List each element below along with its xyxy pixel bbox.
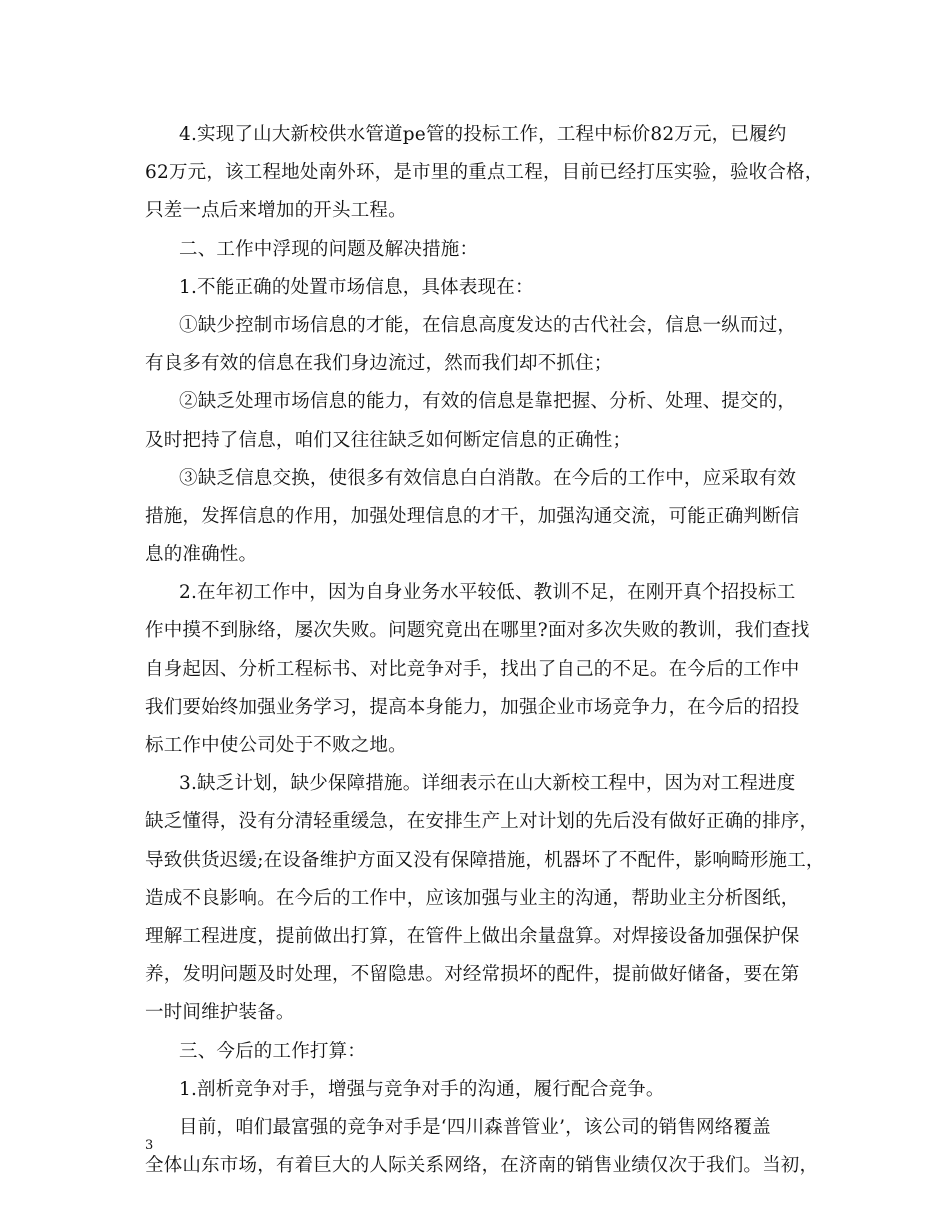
text-line: 有良多有效的信息在我们身边流过，然而我们却不抓住；	[145, 353, 613, 375]
text-line: 造成不良影响。在今后的工作中，应该加强与业主的沟通，帮助业主分析图纸，	[145, 887, 800, 909]
text-line: 三、今后的工作打算：	[179, 1040, 367, 1062]
text-line: 导致供货迟缓;在设备维护方面又没有保障措施，机器坏了不配件，影响畸形施工，	[145, 849, 825, 871]
text-line: ③缺乏信息交换，使很多有效信息白白消散。在今后的工作中，应采取有效	[179, 467, 797, 489]
text-line: 3.缺乏计划，缺少保障措施。详细表示在山大新校工程中，因为对工程进度	[179, 773, 796, 795]
text-line: 缺乏懂得，没有分清轻重缓急，在安排生产上对计划的先后没有做好正确的排序，	[145, 811, 819, 833]
page-number: 3	[145, 1138, 154, 1153]
text-line: 全体山东市场，有着巨大的人际关系网络，在济南的销售业绩仅次于我们。当初，	[145, 1155, 819, 1177]
text-line: 1.不能正确的处置市场信息，具体表现在：	[179, 276, 534, 298]
text-line: 措施，发挥信息的作用，加强处理信息的才干，加强沟通交流，可能正确判断信	[145, 505, 800, 527]
text-line: 2.在年初工作中，因为自身业务水平较低、教训不足，在刚开真个招投标工	[179, 582, 796, 604]
text-line: 标工作中使公司处于不败之地。	[145, 735, 407, 756]
text-line: 目前，咱们最富强的竞争对手是‘四川森普管业’，该公司的销售网络覆盖	[179, 1116, 771, 1138]
text-line: 自身起因、分析工程标书、对比竞争对手，找出了自己的不足。在今后的工作中	[145, 658, 800, 680]
text-line: 4.实现了山大新校供水管道pe管的投标工作，工程中标价82万元，已履约	[179, 124, 787, 145]
text-line: 息的准确性。	[145, 544, 258, 566]
text-line: 二、工作中浮现的问题及解决措施：	[179, 238, 479, 260]
text-line: ②缺乏处理市场信息的能力，有效的信息是靠把握、分析、处理、提交的，	[179, 391, 797, 413]
text-line: 作中摸不到脉络，屡次失败。问题究竟出在哪里?面对多次失败的教训，我们查找	[145, 620, 810, 642]
text-line: 一时间维护装备。	[145, 1002, 295, 1024]
text-line: 理解工程进度，提前做出打算，在管件上做出余量盘算。对焊接设备加强保护保	[145, 925, 800, 947]
text-line: 只差一点后来增加的开头工程。	[145, 200, 407, 222]
text-line: 养，发明问题及时处理，不留隐患。对经常损坏的配件，提前做好储备，要在第	[145, 964, 800, 986]
text-line: 我们要始终加强业务学习，提高本身能力，加强企业市场竞争力，在今后的招投	[145, 696, 800, 718]
text-line: 62万元，该工程地处南外环，是市里的重点工程，目前已经打压实验，验收合格，	[145, 162, 824, 184]
text-line: 1.剖析竞争对手，增强与竞争对手的沟通，履行配合竞争。	[179, 1078, 665, 1100]
body-text	[145, 116, 825, 1185]
text-line: ①缺少控制市场信息的才能，在信息高度发达的古代社会，信息一纵而过，	[179, 314, 797, 336]
text-line: 及时把持了信息，咱们又往往缺乏如何断定信息的正确性；	[145, 429, 632, 451]
